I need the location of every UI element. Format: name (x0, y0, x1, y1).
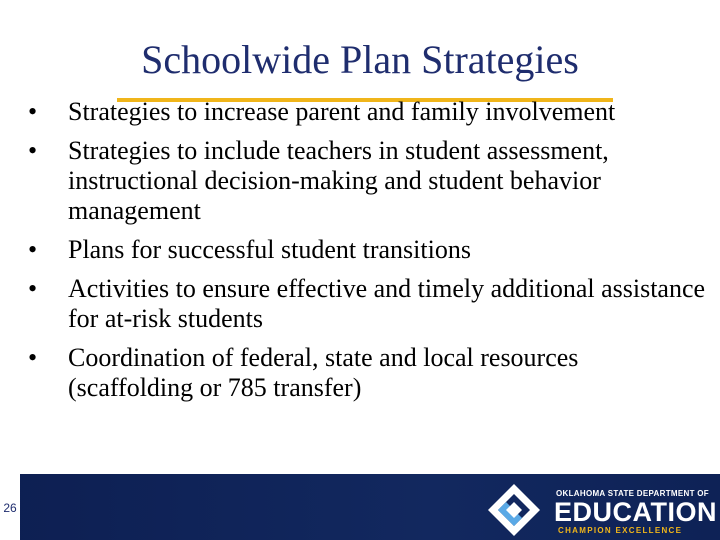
bullet-icon: • (28, 136, 38, 165)
bullet-text: Coordination of federal, state and local resources (scaffolding or 785 transfer) (68, 343, 579, 402)
bullet-text: Strategies to include teachers in student assessment, instructional decision-making and student behavior management (68, 136, 609, 225)
logo-main-text: EDUCATION (554, 497, 717, 527)
osde-logo (486, 482, 716, 538)
diamond-logo-icon (486, 482, 546, 538)
bullet-item (28, 343, 708, 403)
bullet-item (28, 274, 708, 334)
bullet-item (28, 136, 708, 226)
bullet-text: Plans for successful student transitions (68, 235, 471, 264)
bullet-text: Activities to ensure effective and timely additional assistance for at-risk students (68, 274, 706, 333)
bullet-item (28, 97, 708, 127)
bullet-icon: • (28, 235, 38, 264)
slide-title: Schoolwide Plan Strategies (141, 37, 579, 82)
page-number: 26 (0, 474, 20, 540)
bullet-text: Strategies to increase parent and family involvement (68, 97, 616, 126)
bullet-icon: • (28, 274, 38, 303)
bullet-item (28, 235, 708, 265)
bullet-icon: • (28, 343, 38, 372)
bullet-icon: • (28, 97, 38, 126)
logo-top-text: OKLAHOMA STATE DEPARTMENT OF (556, 489, 709, 498)
logo-tagline: CHAMPION EXCELLENCE (558, 526, 683, 535)
bullet-list (28, 97, 708, 412)
